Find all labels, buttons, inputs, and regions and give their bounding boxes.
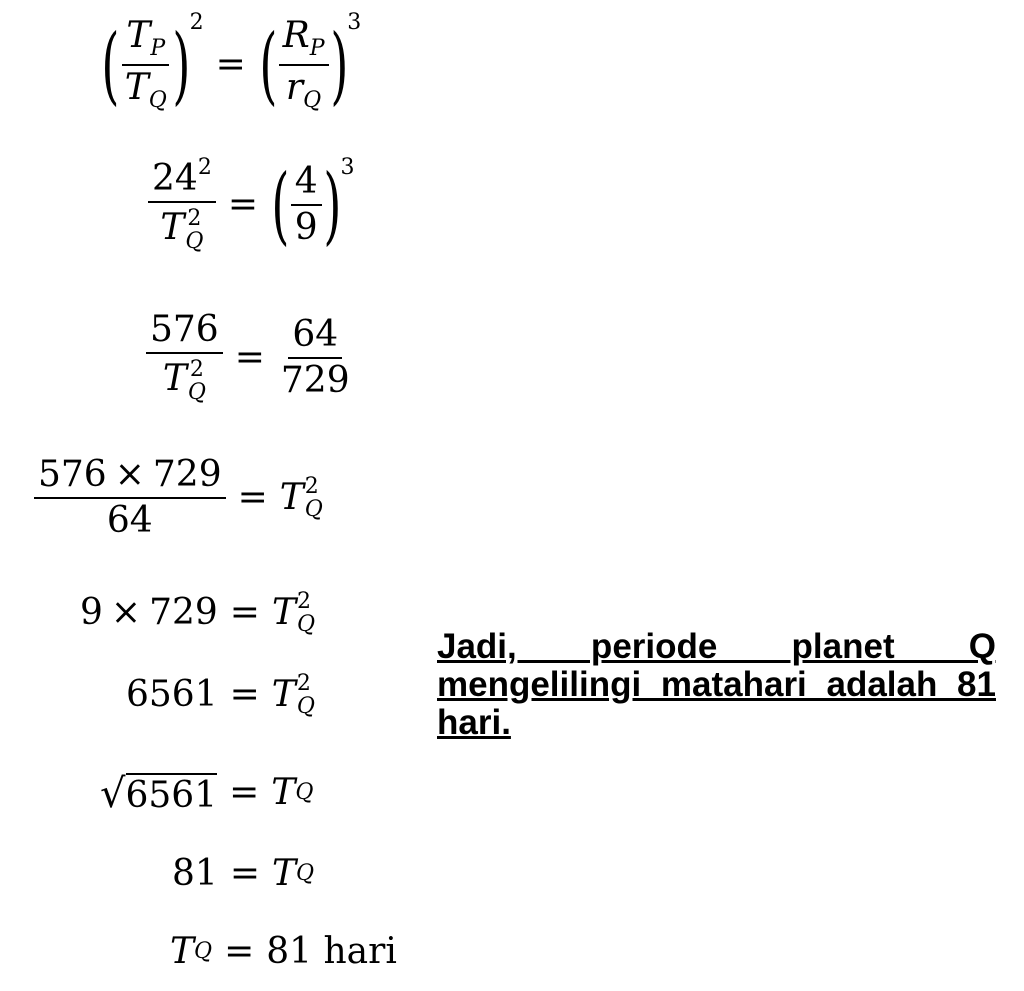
equation-substitution xyxy=(148,146,354,264)
equation-kepler-ratio xyxy=(100,4,361,126)
equals-sign: = xyxy=(215,44,246,85)
lhs-fraction: 576 T 2 Q xyxy=(146,312,223,404)
equals-sign: = xyxy=(234,337,265,378)
rhs-group xyxy=(258,10,362,114)
right-paren: ) xyxy=(329,16,348,114)
left-paren: ( xyxy=(101,16,120,114)
square-root: √ 6561 xyxy=(100,770,218,817)
equation-simplified-product: 9 × 729 = T 2 Q xyxy=(80,588,316,637)
equation-evaluated-powers xyxy=(146,306,354,410)
lhs-group xyxy=(100,10,204,114)
radical-sign: √ xyxy=(100,770,126,817)
equals-sign: = xyxy=(229,853,260,894)
rhs-fraction: $\frac{4}{9}$ xyxy=(291,164,322,246)
equals-sign: = xyxy=(224,931,255,972)
left-paren: ( xyxy=(271,156,290,254)
right-paren: ) xyxy=(172,16,191,114)
left-paren: ( xyxy=(259,16,278,114)
right-paren: ) xyxy=(323,156,342,254)
lhs-fraction: $24^2$ T 2 Q xyxy=(148,157,216,253)
equation-root-result: 81 = T Q xyxy=(172,853,315,894)
equals-sign: = xyxy=(229,592,260,633)
radius-ratio-fraction: $\frac{R_P}{r_Q}$ xyxy=(279,18,329,112)
equation-square-root: √ 6561 = T Q xyxy=(100,770,314,817)
equals-sign: = xyxy=(227,184,258,225)
equals-sign: = xyxy=(237,477,268,518)
rhs-group xyxy=(270,155,355,254)
equation-final-answer: T Q = 81 hari xyxy=(170,931,397,972)
equation-squared-period: 6561 = T 2 Q xyxy=(126,670,315,719)
period-ratio-fraction: $\frac{T_P}{T_Q}$ xyxy=(121,18,171,112)
exponent: 3 xyxy=(340,155,355,180)
exponent: 3 xyxy=(347,10,362,35)
exponent: 2 xyxy=(189,10,204,35)
equation-cross-multiply: $\frac{576 \times 729}{64}$ = T 2 Q xyxy=(34,450,323,546)
equals-sign: = xyxy=(229,772,260,813)
rhs-fraction: $\frac{64}{729}$ xyxy=(280,314,350,401)
conclusion-text: Jadi, periode planet Q mengelilingi matahari adalah 81 hari. xyxy=(437,627,996,742)
lhs-fraction: $\frac{576 \times 729}{64}$ xyxy=(34,457,226,539)
equals-sign: = xyxy=(229,674,260,715)
